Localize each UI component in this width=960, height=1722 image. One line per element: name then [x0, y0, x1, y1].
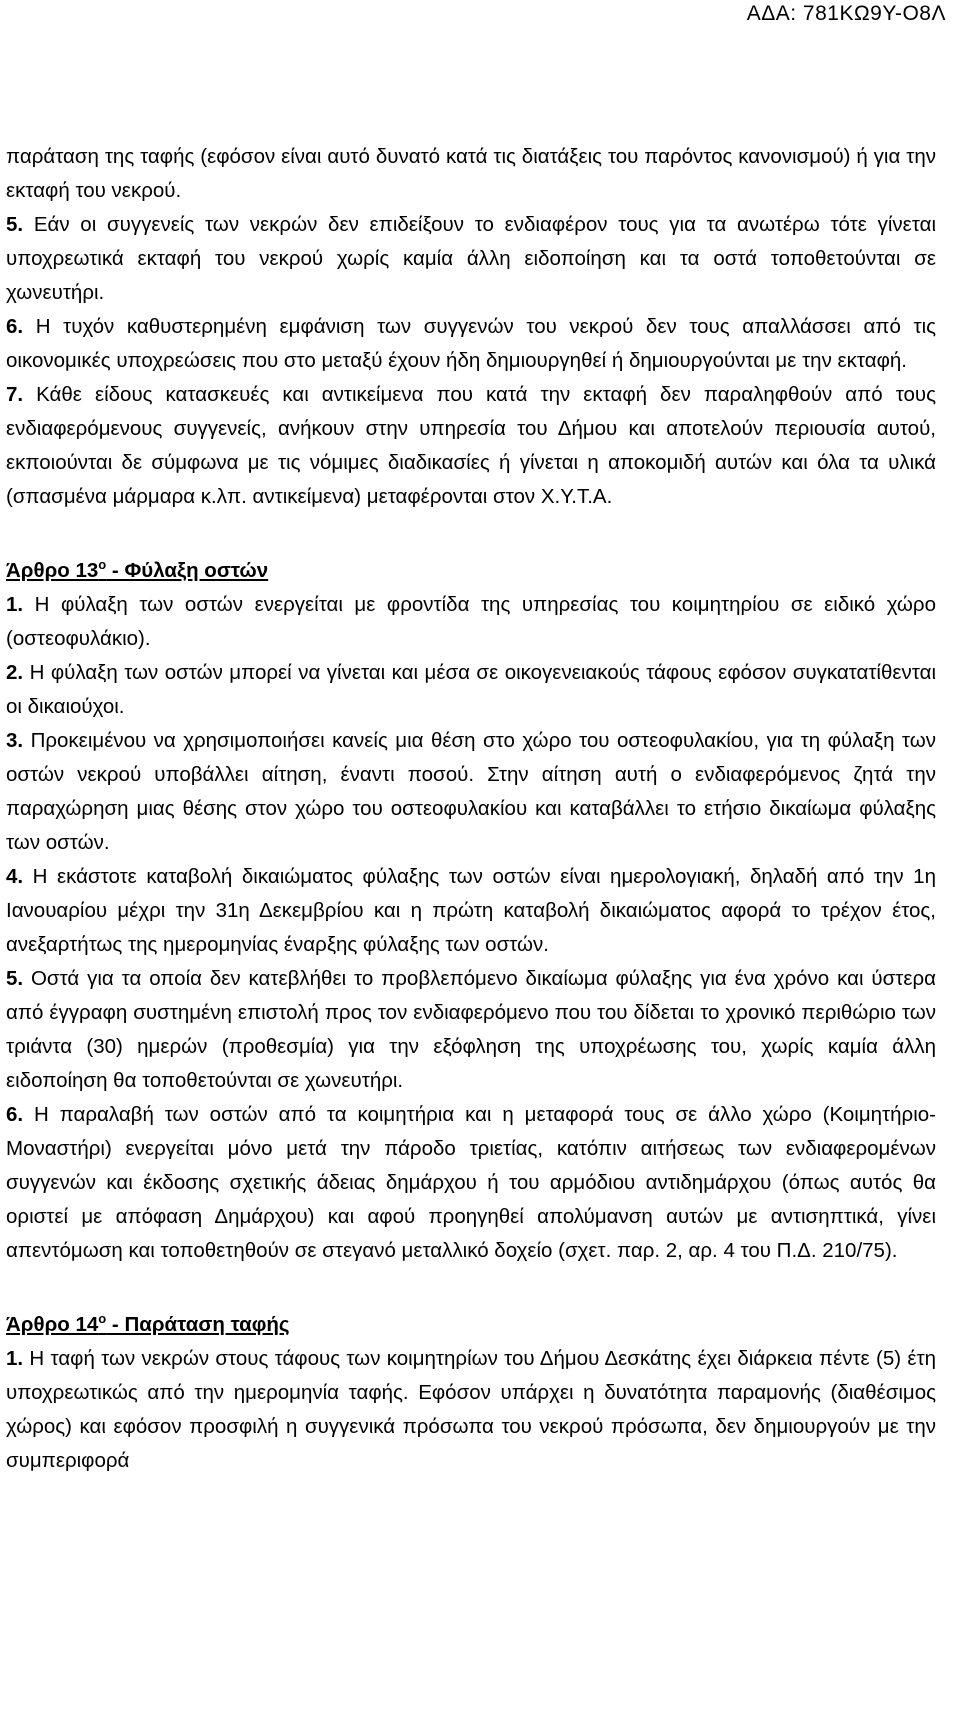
- item-number: 1.: [6, 1347, 24, 1370]
- item-number: 3.: [6, 729, 24, 752]
- paragraph-item: [6, 962, 936, 1098]
- paragraph-item: [6, 310, 936, 378]
- paragraph-item: [6, 588, 936, 656]
- paragraph-item: [6, 378, 936, 514]
- section-spacer: [6, 514, 936, 554]
- item-text: Η τυχόν καθυστερημένη εμφάνιση των συγγενών του νεκρού δεν τους απαλλάσσει από τις οικονομικές υποχρεώσεις που στο μεταξύ έχουν ήδη δημιουργηθεί ή δημιουργούνται με την εκταφή.: [6, 315, 936, 372]
- paragraph-item: [6, 1342, 936, 1478]
- item-number: 7.: [6, 383, 24, 406]
- paragraph-item: [6, 860, 936, 962]
- item-number: 6.: [6, 1103, 24, 1126]
- item-text: Προκειμένου να χρησιμοποιήσει κανείς μια θέση στο χώρο του οστεοφυλακίου, για τη φύλαξη των οστών νεκρού υποβάλλει αίτηση, έναντι ποσού. Στην αίτηση αυτή ο ενδιαφερόμενος ζητά την παραχώρηση μιας θέσης στον χώρο του οστεοφυλακίου και καταβάλλει το ετήσιο δικαίωμα φύλαξης των οστών.: [6, 729, 936, 854]
- paragraph-item: [6, 724, 936, 860]
- article-13-title: Άρθρο $13^o$ - Φύλαξη οστών: [6, 557, 269, 582]
- item-text: Εάν οι συγγενείς των νεκρών δεν επιδείξουν το ενδιαφέρον τους για τα ανωτέρω τότε γίνεται υποχρεωτικά εκταφή του νεκρού χωρίς καμία άλλη ειδοποίηση και τα οστά τοποθετούνται σε χωνευτήρι.: [6, 213, 936, 304]
- item-text: Η φύλαξη των οστών ενεργείται με φροντίδα της υπηρεσίας του κοιμητηρίου σε ειδικό χώρο (οστεοφυλάκιο).: [6, 593, 936, 650]
- ada-code: ΑΔΑ: 781ΚΩ9Υ-Ο8Λ: [746, 2, 946, 25]
- document-body: [6, 140, 936, 1478]
- item-number: 4.: [6, 865, 24, 888]
- article-14-title: Άρθρο $14^o$ - Παράταση ταφής: [6, 1311, 290, 1336]
- item-number: 1.: [6, 593, 24, 616]
- paragraph-item: [6, 656, 936, 724]
- item-text: Οστά για τα οποία δεν κατεβλήθει το προβλεπόμενο δικαίωμα φύλαξης για ένα χρόνο και ύστερα από έγγραφη συστημένη επιστολή προς τον ενδιαφερόμενο που του δίδεται το χρονικό περιθώριο των τριάντα (30) ημερών (προθεσμία) για την εξόφληση της υποχρέωσης του, χωρίς καμία άλλη ειδοποίηση θα τοποθετούνται σε χωνευτήρι.: [6, 967, 936, 1092]
- item-text: Η εκάστοτε καταβολή δικαιώματος φύλαξης των οστών είναι ημερολογιακή, δηλαδή από την 1η Ιανουαρίου μέχρι την 31η Δεκεμβρίου και η πρώτη καταβολή δικαιώματος αφορά το τρέχον έτος, ανεξαρτήτως της ημερομηνίας έναρξης φύλαξης των οστών.: [6, 865, 936, 956]
- item-text: Η παραλαβή των οστών από τα κοιμητήρια και η μεταφορά τους σε άλλο χώρο (Κοιμητήριο-Μοναστήρι) ενεργείται μόνο μετά την πάροδο τριετίας, κατόπιν αιτήσεως των ενδιαφερομένων συγγενών και έκδοσης σχετικής άδειας δημάρχου ή του αρμόδιου αντιδημάρχου (όπως αυτός θα οριστεί με απόφαση Δημάρχου) και αφού προηγηθεί απολύμανση αυτών με αντισηπτικά, γίνει απεντόμωση και τοποθετηθούν σε στεγανό μεταλλικό δοχείο (σχετ. παρ. 2, αρ. 4 του Π.Δ. 210/75).: [6, 1103, 936, 1262]
- paragraph-item: [6, 1098, 936, 1268]
- item-text: Κάθε είδους κατασκευές και αντικείμενα που κατά την εκταφή δεν παραληφθούν από τους ενδιαφερόμενους συγγενείς, ανήκουν στην υπηρεσία του Δήμου και αποτελούν περιουσία αυτού, εκποιούνται δε σύμφωνα με τις νόμιμες διαδικασίες ή γίνεται η αποκομιδή αυτών και όλα τα υλικά (σπασμένα μάρμαρα κ.λπ. αντικείμενα) μεταφέρονται στον Χ.Υ.Τ.Α.: [6, 383, 936, 508]
- item-number: 6.: [6, 315, 24, 338]
- item-number: 5.: [6, 213, 24, 236]
- item-number: 2.: [6, 661, 24, 684]
- section-spacer: [6, 1268, 936, 1308]
- paragraph-item: [6, 208, 936, 310]
- intro-paragraph: παράταση της ταφής (εφόσον είναι αυτό δυνατό κατά τις διατάξεις του παρόντος κανονισμού) ή για την εκταφή του νεκρού.: [6, 145, 936, 202]
- item-number: 5.: [6, 967, 24, 990]
- item-text: Η φύλαξη των οστών μπορεί να γίνεται και μέσα σε οικογενειακούς τάφους εφόσον συγκατατίθενται οι δικαιούχοι.: [6, 661, 936, 718]
- item-text: Η ταφή των νεκρών στους τάφους των κοιμητηρίων του Δήμου Δεσκάτης έχει διάρκεια πέντε (5) έτη υποχρεωτικώς από την ημερομηνία ταφής. Εφόσον υπάρχει η δυνατότητα παραμονής (διαθέσιμος χώρος) και εφόσον προσφιλή η συγγενικά πρόσωπα του νεκρού πρόσωπα, δεν δημιουργούν με την συμπεριφορά: [6, 1347, 936, 1472]
